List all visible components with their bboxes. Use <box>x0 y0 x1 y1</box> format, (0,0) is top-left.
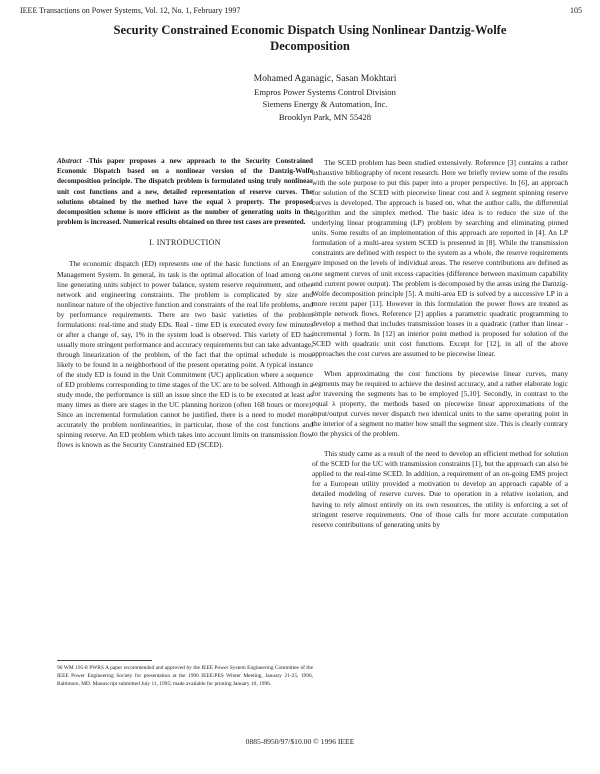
abstract <box>57 156 313 227</box>
footnote-divider <box>57 660 152 661</box>
page-number: 105 <box>570 6 582 15</box>
title-line-1: Security Constrained Economic Dispatch Using Nonlinear Dantzig-Wolfe <box>113 23 507 37</box>
journal-citation: IEEE Transactions on Power Systems, Vol. 12, No. 1, February 1997 <box>20 6 241 15</box>
right-paragraph-2: When approximating the cost functions by piecewise linear curves, many segments may be required to achieve the desired accuracy, and a rather elaborate logic for traversing the segments has to be employed [5,10]. Secondly, in contrast to the equal λ property, the methods based on piecewise linear approximations of the input/output curves never dispatch two identical units to the same operating point in the interior of a segment no matter how small the segment size. This is clearly contrary to the physics of the problem. <box>312 368 568 439</box>
copyright-identifier: 0885-8950/97/$10.00 © 1996 IEEE <box>245 737 355 746</box>
right-column <box>312 158 568 530</box>
right-paragraph-3: This study came as a result of the need to develop an efficient method for solution of the SCED for the UC with transmission constraints [1], but the approach can also be applied to the real-time SCED. In addition, a requirement of an on-going EMS project for a European utility provided a motivation to develop an approach capable of a detailed modeling of reserve curves. Due to operation in a relative isolation, and having to rely almost entirely on its own resources, the utility is enforcing a set of stringent reserve requirements. One of those calls for more accurate computation reserve contributions of generating units by <box>312 449 568 529</box>
author-names: Mohamed Aganagic, Sasan Mokhtari <box>253 73 397 84</box>
intro-paragraph-1: The economic dispatch (ED) represents one of the basic functions of an Energy Management System. In general, its task is the optimal allocation of load among on-line generating units subject to power balance, system reserve requirement, and other network and engineering constraints. The problem is complicated by size and nonlinear nature of the objective function and constraints of the real life problems, and by performance requirements. There are two basic varieties of the problem formulations: real-time and study EDs. Real - time ED is executed every few minutes or after a change of, say, 1% in the system load is observed. This variety of ED has usually more stringent performance and accuracy requirements but can take advantage, through linearization of the problem, of the fact that the optimal schedule is most likely to be found in a neighborhood of the present operating point. A typical instance of the study ED is found in the Unit Commitment (UC) application where a sequence of ED problems corresponding to time stages of the UC are to be solved. Although in a study mode, the performance is still an issue since the ED is to be executed at least as many times as there are stages in the UC planning horizon (often 168 hours or more). Since an incremental formulation cannot be justified, there is a need to model more accurately the problem nonlinearities, in particular, those of the cost functions and spinning reserve. An ED problem which takes into account limits on transmission flow flows is known as the Security Constrained ED (SCED). <box>57 259 313 450</box>
paper-title <box>60 22 560 54</box>
author-block <box>150 73 500 123</box>
title-line-2: Decomposition <box>270 39 350 53</box>
right-paragraph-1: The SCED problem has been studied extensively. Reference [3] contains a rather exhaustive bibliography of recent research. Here we briefly review some of the results with the sole purpose to put this paper into a proper perspective. In [6], an approach for solution of the SCED with piecewise linear cost and λ segment spinning reserve curves is developed. The approach is based on, what the author calls, the differential algorithm and the simplex method. The basic idea is to reduce the size of the underlying linear programming (LP) problem by searching and eliminating pinned units. Some results of an implementation of this approach are reported in [4]. An LP formulation of a multi-area system SCED is presented in [8]. While the transmission constraints are defined with respect to the system as a whole, the reserve requirements are imposed on the levels of individual areas. The reserve contributions are defined as one segment curves of unit excess capacities (difference between maximum capability and current power output). The problem is decomposed by the areas using the Dantzig-Wolfe decomposition principle [5]. A multi-area ED is solved by a successive LP in a more recent paper [11]. However in this formulation the power flows are treated as simple network flows. Reference [2] applies a parametric quadratic programming to develop a method that includes transmission losses in a quadratic (rather than linear - incremental ) form. In [12] an interior point method is proposed for solution of the SCED with quadratic unit cost functions. Except for [12], in all of the above approaches the cost curves are assumed to be piecewise linear. <box>312 158 569 358</box>
affiliation-company: Siemens Energy & Automation, Inc. <box>262 99 388 109</box>
abstract-label: Abstract <box>57 157 82 165</box>
affiliation-division: Empros Power Systems Control Division <box>254 86 396 97</box>
running-head <box>20 6 582 15</box>
left-column <box>57 156 313 450</box>
abstract-text: -This paper proposes a new approach to the Security Constrained Economic Dispatch based on a nonlinear version of the Dantzig-Wolfe decomposition principle. The dispatch problem is formulated using truly nonlinear unit cost functions and a new, detailed representation of reserve curves. The solutions obtained by the method have the equal λ property. The proposed decomposition scheme is more efficient as the number of generating units in the problem is increased. Numerical results obtained on three test cases are presented. <box>57 157 313 227</box>
affiliation-location: Brooklyn Park, MN 55428 <box>278 111 372 122</box>
paragraph-gap <box>312 359 568 369</box>
paragraph-gap <box>312 439 568 449</box>
section-heading-introduction: I. INTRODUCTION <box>149 238 221 248</box>
footnote: 96 WM 195-8 PWRS A paper recommended and approved by the IEEE Power System Engineering Committee of the IEEE Power Engineering Society for presentation at the 1996 IEEE/PES Winter Meeting, January 21-25, 1996, Baltimore, MD. Manuscript submitted July 11, 1995; made available for printing January 10, 1996. <box>57 665 313 687</box>
